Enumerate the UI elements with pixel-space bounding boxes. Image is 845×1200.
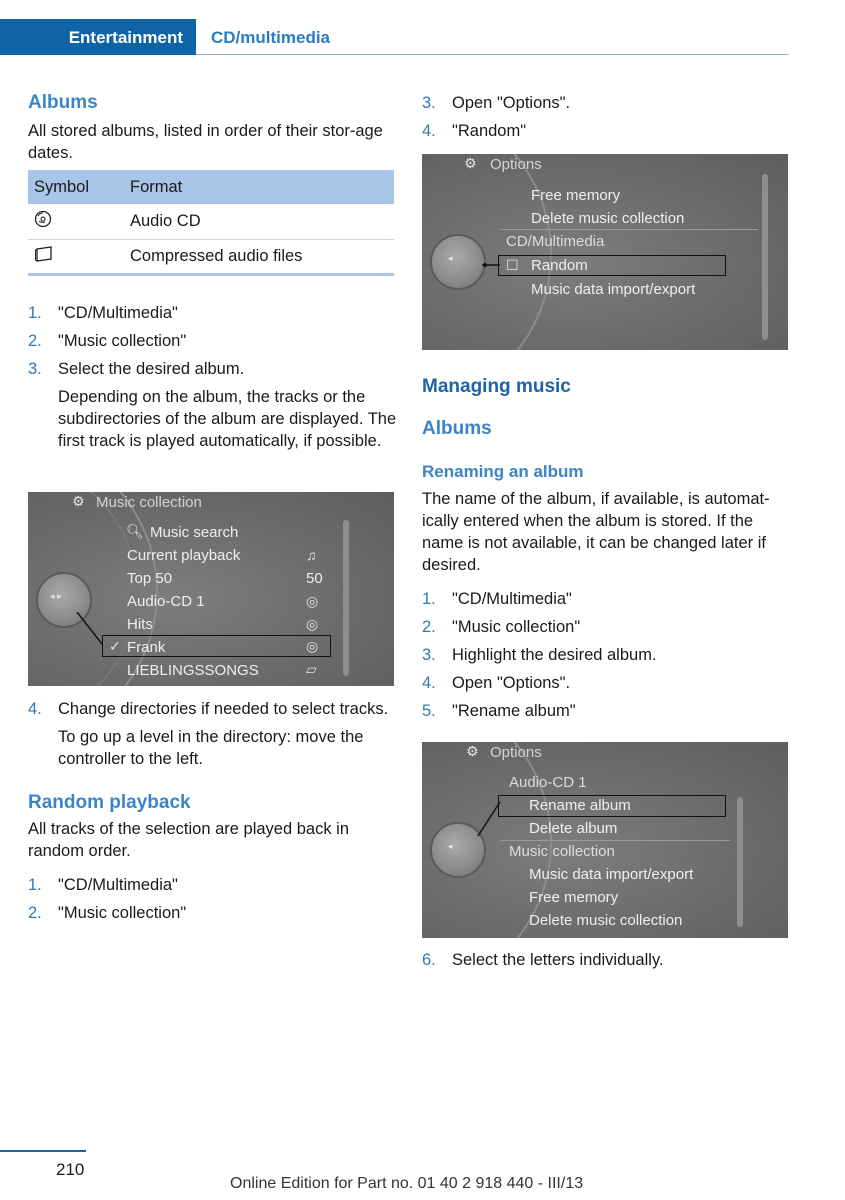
right-column-bottom bbox=[422, 949, 792, 977]
menu-item: Hits bbox=[127, 616, 153, 633]
table-cell-format: Compressed audio files bbox=[124, 239, 394, 274]
page-number: 210 bbox=[56, 1160, 85, 1179]
list-item: 3. Select the desired album. Depending on the album, the tracks or the subdirectories of the album are displayed. The first track is played automatically, if possible. bbox=[28, 359, 397, 450]
albums-heading-right: Albums bbox=[422, 418, 492, 439]
left-column bbox=[28, 92, 398, 458]
gear-icon: ⚙ bbox=[464, 155, 477, 171]
menu-item: Free memory bbox=[529, 889, 619, 906]
list-item: 3. Highlight the desired album. bbox=[422, 646, 657, 664]
menu-item: Audio-CD 1 bbox=[127, 593, 205, 610]
list-item: 3. Open "Options". bbox=[422, 94, 571, 112]
menu-item: Top 50 bbox=[127, 570, 173, 587]
menu-item: Random bbox=[531, 257, 588, 274]
cd-icon bbox=[28, 204, 124, 239]
table-row bbox=[28, 239, 394, 274]
menu-item: Music data import/export bbox=[529, 866, 694, 883]
menu-item: Delete album bbox=[529, 820, 618, 837]
edition-text: Online Edition for Part no. 01 40 2 918 440 - III/13 bbox=[230, 1175, 584, 1192]
scrollbar bbox=[762, 174, 768, 340]
list-item: 4. "Random" bbox=[422, 122, 527, 140]
menu-section: Audio-CD 1 bbox=[509, 774, 587, 791]
options-rename-screen: ◂ ⚙ Options Audio-CD 1 Rename album Delete album Music collection Music data import/export Free memory Delete music collection bbox=[422, 742, 788, 938]
list-item: 1. "CD/Multimedia" bbox=[422, 590, 572, 608]
folder-icon bbox=[28, 239, 124, 274]
albums-text: All stored albums, listed in order of their stor‐age dates. bbox=[28, 122, 383, 162]
menu-item: Free memory bbox=[531, 187, 621, 204]
right-column bbox=[422, 92, 792, 148]
screen-title: Options bbox=[490, 744, 542, 761]
header-rule bbox=[196, 54, 789, 55]
table-header-row bbox=[28, 170, 394, 204]
folder-icon: ▱ bbox=[306, 661, 317, 677]
list-item: 2. "Music collection" bbox=[28, 904, 187, 922]
list-item: 6. Select the letters individually. bbox=[422, 951, 664, 969]
section-title: Entertainment bbox=[68, 28, 183, 47]
right-column-lower bbox=[422, 376, 792, 728]
options-random-screen: ◂ ⚙ Options Free memory Delete music collection CD/Multimedia ☐ Random Music data import/export bbox=[422, 154, 788, 350]
footer-rule bbox=[0, 1150, 86, 1152]
menu-section: CD/Multimedia bbox=[506, 233, 605, 250]
menu-item-value: 50 bbox=[306, 570, 323, 587]
cd-icon: ◎ bbox=[306, 638, 319, 654]
cd-icon: ◎ bbox=[306, 616, 319, 632]
menu-item: Music data import/export bbox=[531, 281, 696, 298]
playback-icon: ♫ bbox=[306, 547, 317, 563]
screen-title: Options bbox=[490, 156, 542, 173]
gear-icon: ⚙ bbox=[72, 493, 85, 509]
list-item: 2. "Music collection" bbox=[422, 618, 581, 636]
menu-item: Rename album bbox=[529, 797, 631, 814]
list-item: 1. "CD/Multimedia" bbox=[28, 876, 178, 894]
menu-section: Music collection bbox=[509, 843, 615, 860]
cd-icon: ◎ bbox=[306, 593, 319, 609]
renaming-text: The name of the album, if available, is automat‐ically entered when the album is stored. If the name is not available, it can be changed later if desired. bbox=[422, 490, 770, 574]
section-tab bbox=[0, 19, 196, 55]
albums-heading: Albums bbox=[28, 92, 98, 113]
scrollbar bbox=[737, 797, 743, 927]
checkbox-icon: ☐ bbox=[506, 257, 519, 273]
renaming-heading: Renaming an album bbox=[422, 462, 584, 481]
list-item: 4. Change directories if needed to select tracks. To go up a level in the directory: move the controller to the left. bbox=[28, 700, 389, 768]
steps-list-d bbox=[422, 92, 792, 142]
list-item: 4. Open "Options". bbox=[422, 674, 571, 692]
table-header-format: Format bbox=[124, 170, 394, 204]
controller-knob bbox=[430, 234, 486, 290]
steps-list-c bbox=[28, 874, 398, 924]
table-cell-format: Audio CD bbox=[124, 204, 394, 239]
menu-item: Delete music collection bbox=[529, 912, 683, 929]
menu-item: Music search bbox=[150, 524, 239, 541]
random-playback-text: All tracks of the selection are played back in random order. bbox=[28, 820, 350, 860]
managing-music-heading: Managing music bbox=[422, 376, 571, 397]
steps-list-e bbox=[422, 588, 792, 722]
list-item: 5. "Rename album" bbox=[422, 702, 576, 720]
symbol-table bbox=[28, 170, 394, 276]
checkmark-icon: ✓ bbox=[109, 638, 121, 654]
random-playback-heading: Random playback bbox=[28, 792, 191, 813]
left-column-lower bbox=[28, 698, 398, 930]
steps-list-b bbox=[28, 698, 398, 770]
scrollbar bbox=[343, 520, 349, 676]
table-header-symbol: Symbol bbox=[28, 170, 124, 204]
screen-title: Music collection bbox=[96, 494, 202, 511]
menu-item: Frank bbox=[127, 639, 166, 656]
menu-item: LIEBLINGSSONGS bbox=[127, 662, 259, 679]
table-row bbox=[28, 204, 394, 239]
steps-list-f bbox=[422, 949, 792, 971]
subsection-title: CD/multimedia bbox=[211, 28, 331, 47]
music-collection-screen: ◂ ▸ ⚙ Music collection 🔍︎ Music search Current playback ♫ Top 50 50 Audio-CD 1 ◎ Hits ◎ ✓ Frank ◎ LIEBLINGSSONGS ▱ bbox=[28, 492, 394, 686]
menu-item: Current playback bbox=[127, 547, 241, 564]
steps-list-a bbox=[28, 302, 398, 452]
menu-item: Delete music collection bbox=[531, 210, 685, 227]
search-icon: 🔍︎ bbox=[126, 523, 144, 539]
gear-icon: ⚙ bbox=[466, 743, 479, 759]
list-item: 1. "CD/Multimedia" bbox=[28, 303, 178, 322]
list-item: 2. "Music collection" bbox=[28, 331, 187, 350]
